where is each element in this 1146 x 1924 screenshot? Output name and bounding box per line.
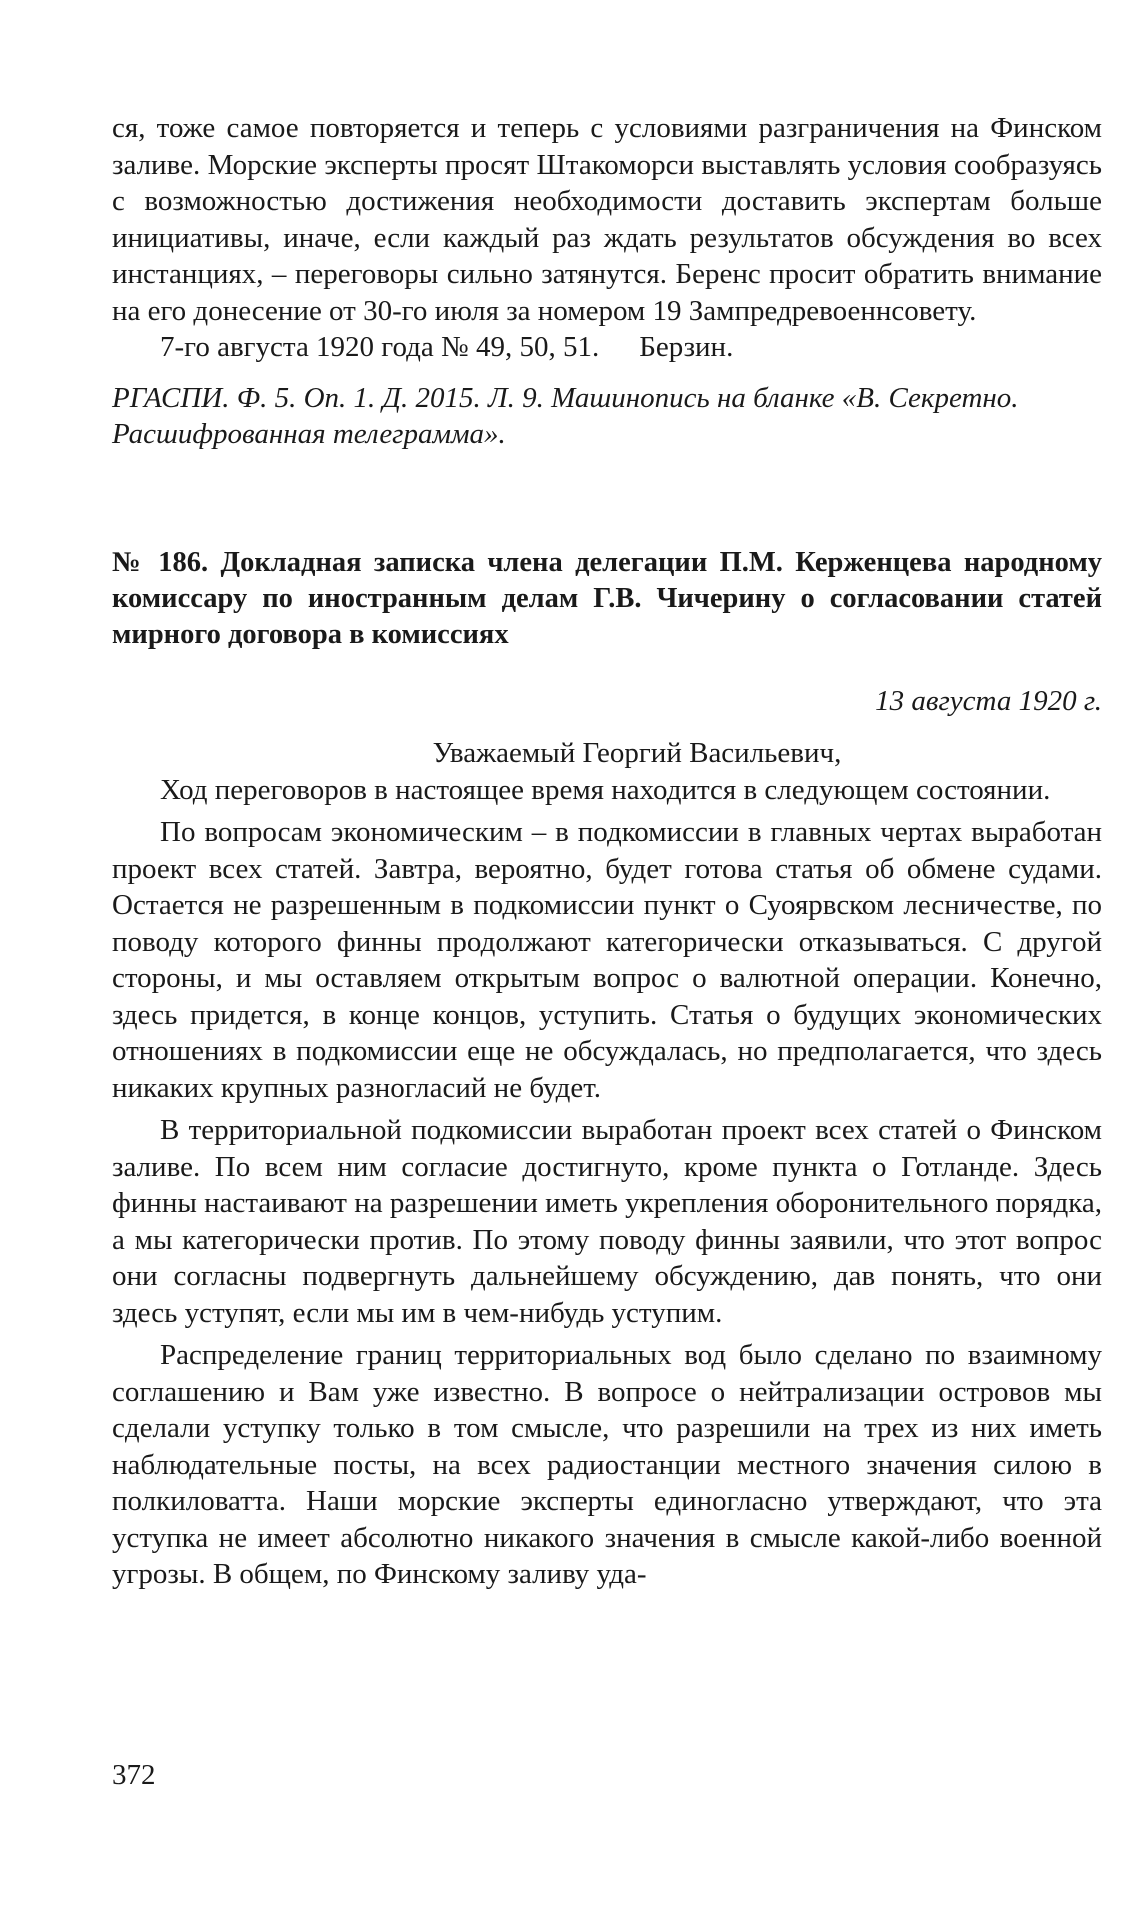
archive-note: РГАСПИ. Ф. 5. Оп. 1. Д. 2015. Л. 9. Машинопись на бланке «В. Секретно. Расшифрованная телеграмма». — [112, 381, 1019, 450]
body-paragraph: Ход переговоров в настоящее время находится в следующем состоянии. — [160, 773, 1051, 806]
body-paragraph: Распределение границ территориальных вод было сделано по взаимному соглашению и Вам уже известно. В вопросе о нейтрализации островов мы сделали уступку только в том смысле, что разрешили на трех из них иметь наблюдательные посты, на всех радиостанции местного значения силою в полкиловатта. Наши морские эксперты единогласно утверждают, что эта уступка не имеет абсолютно никакого значения в смысле какой-либо военной угрозы. В общем, по Финскому заливу уда- — [112, 1339, 1102, 1590]
body-paragraph: По вопросам экономическим – в подкомиссии в главных чертах выработан проект всех статей. Завтра, вероятно, будет готова статья об обмене судами. Остается не разрешенным в подкомиссии пункт о Суоярвском лесничестве, по поводу которого финны продолжают категорически отказываться. С другой стороны, и мы оставляем открытым вопрос о валютной операции. Конечно, здесь придется, в конце концов, уступить. Статья о будущих экономических отношениях в подкомиссии еще не обсуждалась, но предполагается, что здесь никаких крупных разногласий не будет. — [112, 816, 1102, 1104]
document-page — [112, 110, 1102, 1593]
document-date: 13 августа 1920 г. — [875, 684, 1102, 717]
document-title: № 186. Докладная записка члена делегации П.М. Керженцева народному комиссару по иностранным делам Г.В. Чичерину о согласовании статей мирного договора в комиссиях — [112, 546, 1102, 650]
salutation: Уважаемый Георгий Васильевич, — [432, 737, 842, 769]
body-paragraph: В территориальной подкомиссии выработан проект всех статей о Финском заливе. По всем ним согласие достигнуто, кроме пункта о Готланде. Здесь финны настаивают на разрешении иметь укрепления оборонительного порядка, а мы категорически против. По этому поводу финны заявили, что этот вопрос они согласны подвергнуть дальнейшему обсуждению, дав понять, что они здесь уступят, если мы им в чем-нибудь уступим. — [112, 1114, 1102, 1329]
continuation-paragraph: ся, тоже самое повторяется и теперь с условиями разграничения на Финском заливе. Морские эксперты просят Штакоморси выставлять условия сообразуясь с возможностью достижения необходимости доставить экспертам больше инициативы, иначе, если каждый раз ждать результатов обсуждения во всех инстанциях, – переговоры сильно затянутся. Беренс просит обратить внимание на его донесение от 30-го июля за номером 19 Зампредревоеннсовету. — [112, 112, 1102, 327]
page-number: 372 — [112, 1759, 156, 1791]
date-line: 7-го августа 1920 года № 49, 50, 51. — [160, 331, 600, 363]
date-signature-line — [112, 329, 1102, 366]
signature: Берзин. — [639, 331, 734, 363]
